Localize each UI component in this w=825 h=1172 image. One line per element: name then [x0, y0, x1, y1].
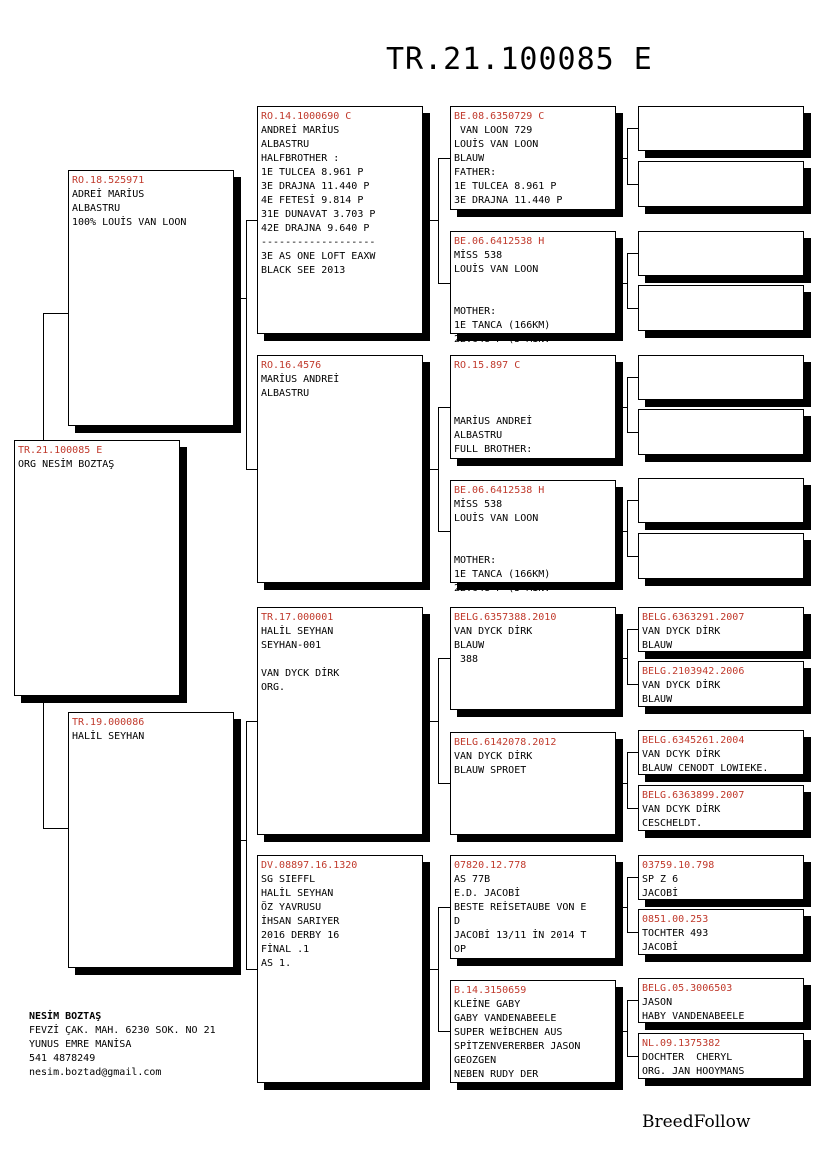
box-text-line: İHSAN SARIYER	[261, 916, 340, 927]
connector-line	[627, 432, 638, 433]
connector-line	[627, 377, 628, 432]
box-text-line: VAN LOON 729	[454, 125, 533, 136]
box-text-line: 1E TULCEA 8.961 P	[261, 167, 364, 178]
connector-line	[438, 283, 450, 284]
connector-line	[428, 721, 438, 722]
connector-line	[246, 721, 247, 969]
connector-line	[627, 1000, 638, 1001]
box-text-line: VAN DYCK DİRK	[454, 751, 533, 762]
connector-line	[627, 1056, 638, 1057]
box-gen3-3[interactable]	[450, 355, 616, 459]
owner-address: FEVZİ ÇAK. MAH. 6230 SOK. NO 21	[29, 1025, 216, 1036]
connector-line	[43, 828, 68, 829]
box-text-line	[454, 373, 613, 387]
ring-number: BELG.05.3006503	[642, 983, 733, 994]
connector-line	[627, 629, 638, 630]
box-text-line: 1E TANCA (166KM)	[454, 320, 551, 331]
box-text-line: BLAUW SPROET	[454, 765, 527, 776]
box-text-line: SEYHAN-001	[261, 640, 322, 651]
connector-line	[627, 253, 628, 308]
connector-line	[617, 531, 627, 532]
box-text-line: BLAUW	[642, 694, 673, 705]
box-text-line: LOUİS VAN LOON	[454, 264, 539, 275]
box-gen4-3[interactable]	[638, 231, 804, 276]
box-text-line: D	[454, 916, 461, 927]
box-text-line: ÖZ YAVRUSU	[261, 902, 322, 913]
connector-line	[617, 658, 627, 659]
box-text-line: FİNAL .1	[261, 944, 310, 955]
box-text-line	[454, 277, 613, 291]
box-dam[interactable]	[68, 712, 234, 968]
ring-number: TR.17.000001	[261, 612, 334, 623]
connector-line	[627, 184, 638, 185]
box-text-line: VAN DYCK DİRK	[454, 626, 533, 637]
box-gen3-6[interactable]	[450, 732, 616, 835]
ring-number: NL.09.1375382	[642, 1038, 721, 1049]
box-text-line	[454, 526, 613, 540]
connector-line	[627, 752, 628, 808]
connector-line	[627, 556, 638, 557]
owner-name: NESİM BOZTAŞ	[29, 1011, 102, 1022]
box-sire-dam[interactable]	[257, 355, 423, 583]
box-text-line: VAN DYCK DİRK	[261, 668, 340, 679]
connector-line	[627, 932, 638, 933]
ring-number: 03759.10.798	[642, 860, 715, 871]
connector-line	[627, 877, 628, 932]
ring-number: BELG.6357388.2010	[454, 612, 557, 623]
box-text-line	[454, 291, 613, 305]
connector-line	[627, 877, 638, 878]
box-text-line: BESTE REİSETAUBE VON E	[454, 902, 587, 913]
box-gen4-13[interactable]	[638, 855, 804, 900]
box-gen4-9[interactable]	[638, 607, 804, 652]
box-text-line: BLAUW	[642, 640, 673, 651]
owner-city: YUNUS EMRE MANİSA	[29, 1039, 132, 1050]
connector-line	[627, 1000, 628, 1056]
box-text-line: NEBEN RUDY DER	[454, 1069, 539, 1080]
box-text-line: VAN DCYK DİRK	[642, 804, 721, 815]
box-text-line: FULL BROTHER:	[454, 444, 533, 455]
box-gen4-8[interactable]	[638, 533, 804, 579]
box-gen4-16[interactable]	[638, 1033, 804, 1079]
ring-number: RO.16.4576	[261, 360, 322, 371]
box-text-line: MİSS 538	[454, 499, 503, 510]
connector-line	[627, 808, 638, 809]
box-text-line: 388	[454, 654, 479, 665]
connector-line	[627, 684, 638, 685]
connector-line	[627, 253, 638, 254]
ring-number: 07820.12.778	[454, 860, 527, 871]
box-text-line: TOCHTER 493	[642, 928, 709, 939]
box-text-line: BLAUW	[454, 153, 485, 164]
box-text-line: DOCHTER CHERYL	[642, 1052, 733, 1063]
owner-email[interactable]: nesim.boztad@gmail.com	[29, 1067, 162, 1078]
box-text-line: MARİUS ANDREİ	[454, 416, 533, 427]
ring-number: RO.15.897 C	[454, 360, 521, 371]
connector-line	[627, 629, 628, 684]
box-text-line: 4E FETESİ 9.814 P	[261, 195, 364, 206]
box-text-line: ALBASTRU	[261, 388, 310, 399]
box-gen4-2[interactable]	[638, 161, 804, 207]
box-gen4-1[interactable]	[638, 106, 804, 151]
box-text-line: HALİL SEYHAN	[72, 731, 145, 742]
connector-line	[246, 220, 257, 221]
connector-line	[617, 783, 627, 784]
connector-line	[438, 907, 439, 1031]
connector-line	[627, 500, 628, 556]
box-text-line: KLEİNE GABY	[454, 999, 521, 1010]
connector-line	[617, 283, 627, 284]
connector-line	[236, 840, 246, 841]
connector-line	[438, 158, 439, 283]
connector-line	[246, 969, 257, 970]
ring-number: TR.21.100085 E	[18, 445, 103, 456]
ring-number: BE.06.6412538 H	[454, 485, 545, 496]
box-text-line: BLAUW CENODT LOWIEKE.	[642, 763, 769, 774]
connector-line	[428, 469, 438, 470]
box-text-line: 100% LOUİS VAN LOON	[72, 217, 187, 228]
box-gen4-14[interactable]	[638, 909, 804, 955]
box-text-line: MOTHER:	[454, 555, 497, 566]
connector-line	[438, 158, 450, 159]
box-gen4-10[interactable]	[638, 661, 804, 707]
box-text-line: 22.648 P (5 MİN.	[454, 583, 551, 594]
box-text-line: ORG NESİM BOZTAŞ	[18, 459, 115, 470]
connector-line	[627, 500, 638, 501]
box-gen4-6[interactable]	[638, 409, 804, 455]
connector-line	[617, 1031, 627, 1032]
connector-line	[438, 1031, 450, 1032]
box-gen3-1[interactable]	[450, 106, 616, 210]
box-sire[interactable]	[68, 170, 234, 426]
box-text-line: 3E DRAJNA 11.440 P	[454, 195, 563, 206]
connector-line	[438, 783, 450, 784]
box-text-line: VAN DYCK DİRK	[642, 626, 721, 637]
ring-number: 0851.00.253	[642, 914, 709, 925]
box-text-line: HALİL SEYHAN	[261, 888, 334, 899]
box-text-line: 3E AS ONE LOFT EAXW	[261, 251, 376, 262]
ring-number: RO.18.525971	[72, 175, 145, 186]
ring-number: DV.08897.16.1320	[261, 860, 358, 871]
box-text-line: ORG.	[261, 682, 286, 693]
connector-line	[627, 752, 638, 753]
connector-line	[438, 658, 439, 783]
box-text-line: AS 1.	[261, 958, 292, 969]
box-text-line: 31E DUNAVAT 3.703 P	[261, 209, 376, 220]
box-text-line: 42E DRAJNA 9.640 P	[261, 223, 370, 234]
box-text-line	[454, 540, 613, 554]
ring-number: TR.19.000086	[72, 717, 145, 728]
box-text-line	[454, 387, 613, 401]
connector-line	[627, 128, 638, 129]
box-text-line: 22.648 P (5 MİN.	[454, 334, 551, 345]
brand-logo-text: BreedFollow	[642, 1112, 751, 1132]
box-text-line: ANDREİ MARİUS	[261, 125, 340, 136]
box-text-line	[454, 401, 613, 415]
connector-line	[617, 407, 627, 408]
box-text-line: BLAUW	[454, 640, 485, 651]
box-text-line: HALİL SEYHAN	[261, 626, 334, 637]
pedigree-title: TR.21.100085 E	[386, 42, 653, 77]
box-text-line: GABY VANDENABEELE	[454, 1013, 557, 1024]
ring-number: BE.06.6412538 H	[454, 236, 545, 247]
connector-line	[438, 907, 450, 908]
connector-line	[627, 128, 628, 184]
box-gen4-5[interactable]	[638, 355, 804, 400]
ring-number: BE.08.6350729 C	[454, 111, 545, 122]
box-text-line: 1E TULCEA 8.961 P	[454, 181, 557, 192]
box-text-line: SP Z 6	[642, 874, 679, 885]
connector-line	[438, 531, 450, 532]
box-text-line: ALBASTRU	[261, 139, 310, 150]
ring-number: RO.14.1000690 C	[261, 111, 352, 122]
connector-line	[617, 158, 627, 159]
box-text-line: JACOBİ 13/11 İN 2014 T	[454, 930, 587, 941]
connector-line	[246, 469, 257, 470]
ring-number: BELG.6363899.2007	[642, 790, 745, 801]
box-text-line: MİSS 538	[454, 250, 503, 261]
box-text-line: MOTHER:	[454, 306, 497, 317]
box-text-line: AS 77B	[454, 874, 491, 885]
box-text-line: 1E TANCA (166KM)	[454, 569, 551, 580]
ring-number: BELG.2103942.2006	[642, 666, 745, 677]
ring-number: BELG.6345261.2004	[642, 735, 745, 746]
connector-line	[438, 407, 439, 531]
box-text-line: JACOBİ	[642, 942, 679, 953]
connector-line	[627, 308, 638, 309]
box-dam-dam[interactable]	[257, 855, 423, 1083]
connector-line	[43, 313, 68, 314]
connector-line	[438, 658, 450, 659]
box-text-line: ORG. JAN HOOYMANS	[642, 1066, 745, 1077]
box-text-line: JACOBİ	[642, 888, 679, 899]
connector-line	[246, 721, 257, 722]
box-text-line: ADREİ MARİUS	[72, 189, 145, 200]
box-gen3-4[interactable]	[450, 480, 616, 594]
box-gen3-5[interactable]	[450, 607, 616, 710]
box-dam-sire[interactable]	[257, 607, 423, 835]
box-gen3-8[interactable]	[450, 980, 616, 1083]
box-text-line: CESCHELDT.	[642, 818, 703, 829]
box-gen3-2[interactable]	[450, 231, 616, 345]
connector-line	[246, 220, 247, 469]
box-text-line: BLACK SEE 2013	[261, 265, 346, 276]
box-text-line: ALBASTRU	[454, 430, 503, 441]
box-text-line: OP	[454, 944, 467, 955]
connector-line	[617, 907, 627, 908]
box-text-line: ALBASTRU	[72, 203, 121, 214]
ring-number: B.14.3150659	[454, 985, 527, 996]
box-subject[interactable]	[14, 440, 180, 696]
box-gen4-12[interactable]	[638, 785, 804, 831]
box-text-line: VAN DCYK DİRK	[642, 749, 721, 760]
owner-info	[29, 1010, 216, 1080]
box-text-line: SUPER WEİBCHEN AUS	[454, 1027, 563, 1038]
box-gen4-15[interactable]	[638, 978, 804, 1023]
connector-line	[627, 377, 638, 378]
box-text-line: 3E DRAJNA 11.440 P	[261, 181, 370, 192]
connector-line	[428, 220, 438, 221]
box-text-line: HABY VANDENABEELE	[642, 1011, 745, 1022]
box-gen4-4[interactable]	[638, 285, 804, 331]
ring-number: BELG.6142078.2012	[454, 737, 557, 748]
box-text-line: -------------------	[261, 237, 376, 248]
box-text-line: HALFBROTHER :	[261, 153, 340, 164]
ring-number: BELG.6363291.2007	[642, 612, 745, 623]
box-sire-sire[interactable]	[257, 106, 423, 334]
connector-line	[236, 298, 246, 299]
box-text-line: JASON	[642, 997, 673, 1008]
box-text-line: SPİTZENVERERBER JASON	[454, 1041, 581, 1052]
connector-line	[428, 969, 438, 970]
box-text-line: GEOZGEN	[454, 1055, 497, 1066]
owner-phone: 541 4878249	[29, 1053, 96, 1064]
box-text-line: LOUİS VAN LOON	[454, 513, 539, 524]
connector-line	[438, 407, 450, 408]
box-text-line: E.D. JACOBİ	[454, 888, 521, 899]
box-gen4-11[interactable]	[638, 730, 804, 775]
box-text-line: SG SIEFFL	[261, 874, 316, 885]
box-text-line: MARİUS ANDREİ	[261, 374, 340, 385]
box-gen3-7[interactable]	[450, 855, 616, 959]
box-text-line: LOUİS VAN LOON	[454, 139, 539, 150]
box-text-line	[261, 653, 420, 667]
box-text-line: VAN DYCK DİRK	[642, 680, 721, 691]
box-gen4-7[interactable]	[638, 478, 804, 523]
box-text-line: FATHER:	[454, 167, 497, 178]
box-text-line: 2016 DERBY 16	[261, 930, 340, 941]
